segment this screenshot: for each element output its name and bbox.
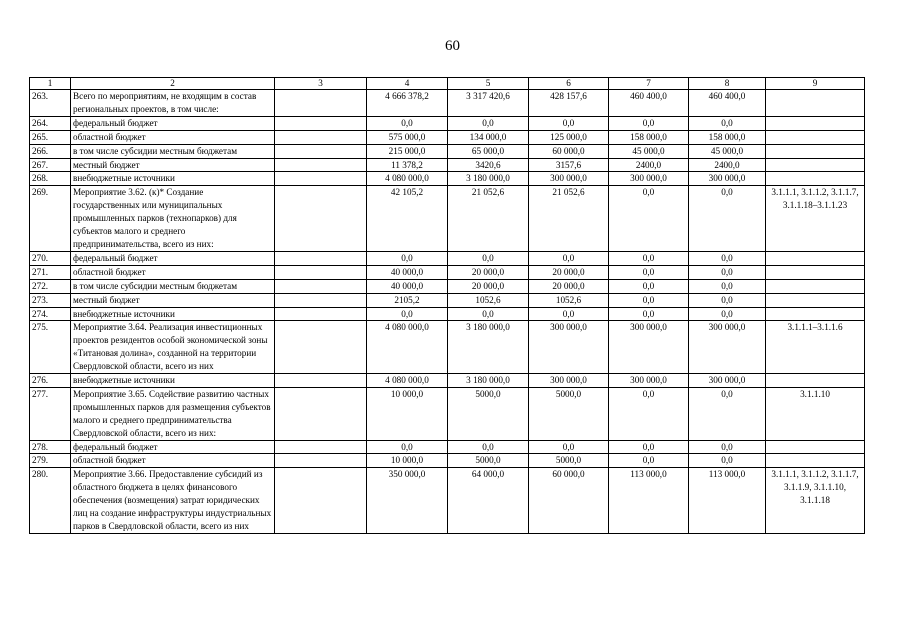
row-description: областной бюджет [71, 454, 275, 468]
value-col-5: 64 000,0 [448, 468, 529, 534]
value-col-6: 5000,0 [529, 387, 609, 440]
value-col-5: 3420,6 [448, 158, 529, 172]
row-description: внебюджетные источники [71, 374, 275, 388]
target-indicator-refs [766, 374, 865, 388]
value-col-5: 3 180 000,0 [448, 374, 529, 388]
value-col-8: 2400,0 [689, 158, 766, 172]
column-3-cell [275, 158, 367, 172]
row-description: в том числе субсидии местным бюджетам [71, 279, 275, 293]
value-col-4: 40 000,0 [367, 265, 448, 279]
row-description: федеральный бюджет [71, 251, 275, 265]
row-number: 273. [30, 293, 71, 307]
value-col-8: 0,0 [689, 251, 766, 265]
row-description: областной бюджет [71, 130, 275, 144]
column-3-cell [275, 454, 367, 468]
target-indicator-refs [766, 440, 865, 454]
value-col-8: 460 400,0 [689, 90, 766, 117]
column-3-cell [275, 321, 367, 374]
column-number-header-row [30, 78, 865, 90]
value-col-4: 4 080 000,0 [367, 374, 448, 388]
table-row [30, 307, 865, 321]
row-number: 265. [30, 130, 71, 144]
value-col-8: 0,0 [689, 116, 766, 130]
value-col-6: 0,0 [529, 307, 609, 321]
value-col-8: 300 000,0 [689, 172, 766, 186]
column-header: 4 [367, 78, 448, 90]
column-3-cell [275, 144, 367, 158]
value-col-6: 300 000,0 [529, 321, 609, 374]
row-description: местный бюджет [71, 293, 275, 307]
value-col-4: 0,0 [367, 251, 448, 265]
row-number: 278. [30, 440, 71, 454]
table-row [30, 172, 865, 186]
target-indicator-refs [766, 172, 865, 186]
column-3-cell [275, 130, 367, 144]
column-3-cell [275, 293, 367, 307]
value-col-7: 113 000,0 [609, 468, 689, 534]
column-3-cell [275, 251, 367, 265]
value-col-8: 0,0 [689, 454, 766, 468]
row-number: 276. [30, 374, 71, 388]
page-number: 60 [445, 38, 460, 54]
column-header: 5 [448, 78, 529, 90]
target-indicator-refs [766, 90, 865, 117]
value-col-4: 40 000,0 [367, 279, 448, 293]
value-col-5: 21 052,6 [448, 186, 529, 252]
column-3-cell [275, 307, 367, 321]
budget-table [29, 77, 865, 534]
value-col-8: 113 000,0 [689, 468, 766, 534]
value-col-8: 158 000,0 [689, 130, 766, 144]
value-col-7: 300 000,0 [609, 321, 689, 374]
value-col-5: 20 000,0 [448, 279, 529, 293]
value-col-7: 0,0 [609, 387, 689, 440]
value-col-8: 0,0 [689, 279, 766, 293]
value-col-4: 10 000,0 [367, 454, 448, 468]
row-number: 268. [30, 172, 71, 186]
value-col-6: 1052,6 [529, 293, 609, 307]
column-header: 8 [689, 78, 766, 90]
table-row [30, 130, 865, 144]
value-col-5: 5000,0 [448, 387, 529, 440]
value-col-6: 0,0 [529, 440, 609, 454]
row-number: 269. [30, 186, 71, 252]
value-col-8: 0,0 [689, 186, 766, 252]
row-number: 279. [30, 454, 71, 468]
table-row [30, 440, 865, 454]
table-row [30, 293, 865, 307]
target-indicator-refs [766, 116, 865, 130]
value-col-7: 460 400,0 [609, 90, 689, 117]
value-col-4: 10 000,0 [367, 387, 448, 440]
column-header: 1 [30, 78, 71, 90]
table-row [30, 387, 865, 440]
row-description: внебюджетные источники [71, 307, 275, 321]
value-col-5: 134 000,0 [448, 130, 529, 144]
row-number: 277. [30, 387, 71, 440]
value-col-4: 11 378,2 [367, 158, 448, 172]
value-col-8: 0,0 [689, 440, 766, 454]
value-col-7: 158 000,0 [609, 130, 689, 144]
value-col-6: 428 157,6 [529, 90, 609, 117]
value-col-8: 0,0 [689, 387, 766, 440]
target-indicator-refs [766, 265, 865, 279]
column-3-cell [275, 374, 367, 388]
target-indicator-refs [766, 251, 865, 265]
value-col-4: 42 105,2 [367, 186, 448, 252]
row-number: 263. [30, 90, 71, 117]
target-indicator-refs: 3.1.1.1–3.1.1.6 [766, 321, 865, 374]
row-description: федеральный бюджет [71, 116, 275, 130]
value-col-7: 300 000,0 [609, 172, 689, 186]
value-col-5: 3 180 000,0 [448, 321, 529, 374]
value-col-7: 0,0 [609, 279, 689, 293]
table-row [30, 265, 865, 279]
target-indicator-refs: 3.1.1.10 [766, 387, 865, 440]
value-col-4: 350 000,0 [367, 468, 448, 534]
row-number: 270. [30, 251, 71, 265]
row-description: областной бюджет [71, 265, 275, 279]
value-col-4: 0,0 [367, 440, 448, 454]
row-number: 272. [30, 279, 71, 293]
column-header: 9 [766, 78, 865, 90]
row-number: 274. [30, 307, 71, 321]
value-col-7: 0,0 [609, 265, 689, 279]
row-description: Всего по мероприятиям, не входящим в состав региональных проектов, в том числе: [71, 90, 275, 117]
column-3-cell [275, 172, 367, 186]
value-col-7: 0,0 [609, 454, 689, 468]
value-col-5: 3 317 420,6 [448, 90, 529, 117]
target-indicator-refs [766, 158, 865, 172]
column-header: 2 [71, 78, 275, 90]
column-3-cell [275, 116, 367, 130]
row-description: внебюджетные источники [71, 172, 275, 186]
table-row [30, 321, 865, 374]
value-col-5: 3 180 000,0 [448, 172, 529, 186]
row-description: Мероприятие 3.64. Реализация инвестиционных проектов резидентов особой экономической зоны «Титановая долина», созданной на территории Свердловской области, всего из них [71, 321, 275, 374]
value-col-5: 0,0 [448, 251, 529, 265]
value-col-5: 1052,6 [448, 293, 529, 307]
value-col-7: 0,0 [609, 440, 689, 454]
table-row [30, 90, 865, 117]
value-col-4: 215 000,0 [367, 144, 448, 158]
value-col-6: 60 000,0 [529, 468, 609, 534]
value-col-4: 4 080 000,0 [367, 172, 448, 186]
value-col-8: 0,0 [689, 307, 766, 321]
value-col-5: 65 000,0 [448, 144, 529, 158]
column-header: 3 [275, 78, 367, 90]
table-row [30, 116, 865, 130]
row-description: Мероприятие 3.66. Предоставление субсидий из областного бюджета в целях финансового обеспечения (возмещения) затрат юридических лиц на создание инфраструктуры индустриальных парков в Свердловской области, всего из них [71, 468, 275, 534]
target-indicator-refs: 3.1.1.1, 3.1.1.2, 3.1.1.7, 3.1.1.9, 3.1.1.10, 3.1.1.18 [766, 468, 865, 534]
value-col-4: 0,0 [367, 116, 448, 130]
row-description: Мероприятие 3.65. Содействие развитию частных промышленных парков для размещения субъектов малого и среднего предпринимательства Свердловской области, всего из них: [71, 387, 275, 440]
value-col-7: 0,0 [609, 186, 689, 252]
column-3-cell [275, 387, 367, 440]
row-number: 280. [30, 468, 71, 534]
column-3-cell [275, 279, 367, 293]
target-indicator-refs [766, 144, 865, 158]
value-col-8: 300 000,0 [689, 374, 766, 388]
value-col-6: 21 052,6 [529, 186, 609, 252]
table-row [30, 468, 865, 534]
value-col-5: 0,0 [448, 307, 529, 321]
value-col-6: 0,0 [529, 116, 609, 130]
target-indicator-refs [766, 279, 865, 293]
row-number: 267. [30, 158, 71, 172]
value-col-6: 0,0 [529, 251, 609, 265]
value-col-7: 0,0 [609, 251, 689, 265]
value-col-5: 0,0 [448, 440, 529, 454]
row-number: 264. [30, 116, 71, 130]
column-3-cell [275, 90, 367, 117]
value-col-4: 575 000,0 [367, 130, 448, 144]
column-3-cell [275, 265, 367, 279]
row-description: федеральный бюджет [71, 440, 275, 454]
value-col-6: 300 000,0 [529, 374, 609, 388]
table-row [30, 186, 865, 252]
row-description: местный бюджет [71, 158, 275, 172]
column-header: 6 [529, 78, 609, 90]
value-col-4: 2105,2 [367, 293, 448, 307]
value-col-6: 3157,6 [529, 158, 609, 172]
target-indicator-refs [766, 454, 865, 468]
value-col-7: 300 000,0 [609, 374, 689, 388]
value-col-6: 300 000,0 [529, 172, 609, 186]
table-row [30, 251, 865, 265]
value-col-6: 125 000,0 [529, 130, 609, 144]
column-3-cell [275, 440, 367, 454]
value-col-7: 0,0 [609, 307, 689, 321]
value-col-7: 2400,0 [609, 158, 689, 172]
target-indicator-refs [766, 293, 865, 307]
table-row [30, 374, 865, 388]
value-col-7: 0,0 [609, 293, 689, 307]
value-col-6: 60 000,0 [529, 144, 609, 158]
table-row [30, 144, 865, 158]
value-col-4: 4 080 000,0 [367, 321, 448, 374]
table-row [30, 454, 865, 468]
target-indicator-refs: 3.1.1.1, 3.1.1.2, 3.1.1.7, 3.1.1.18–3.1.1.23 [766, 186, 865, 252]
target-indicator-refs [766, 307, 865, 321]
row-description: Мероприятие 3.62. (к)* Создание государственных или муниципальных промышленных парков (технопарков) для субъектов малого и среднего предпринимательства, всего из них: [71, 186, 275, 252]
table-row [30, 279, 865, 293]
row-number: 266. [30, 144, 71, 158]
value-col-8: 0,0 [689, 265, 766, 279]
value-col-8: 0,0 [689, 293, 766, 307]
value-col-6: 20 000,0 [529, 279, 609, 293]
value-col-8: 45 000,0 [689, 144, 766, 158]
column-3-cell [275, 186, 367, 252]
value-col-7: 45 000,0 [609, 144, 689, 158]
row-description: в том числе субсидии местным бюджетам [71, 144, 275, 158]
value-col-6: 5000,0 [529, 454, 609, 468]
value-col-5: 20 000,0 [448, 265, 529, 279]
table-row [30, 158, 865, 172]
value-col-8: 300 000,0 [689, 321, 766, 374]
row-number: 271. [30, 265, 71, 279]
column-header: 7 [609, 78, 689, 90]
value-col-6: 20 000,0 [529, 265, 609, 279]
row-number: 275. [30, 321, 71, 374]
target-indicator-refs [766, 130, 865, 144]
column-3-cell [275, 468, 367, 534]
value-col-4: 4 666 378,2 [367, 90, 448, 117]
value-col-7: 0,0 [609, 116, 689, 130]
value-col-4: 0,0 [367, 307, 448, 321]
value-col-5: 5000,0 [448, 454, 529, 468]
value-col-5: 0,0 [448, 116, 529, 130]
